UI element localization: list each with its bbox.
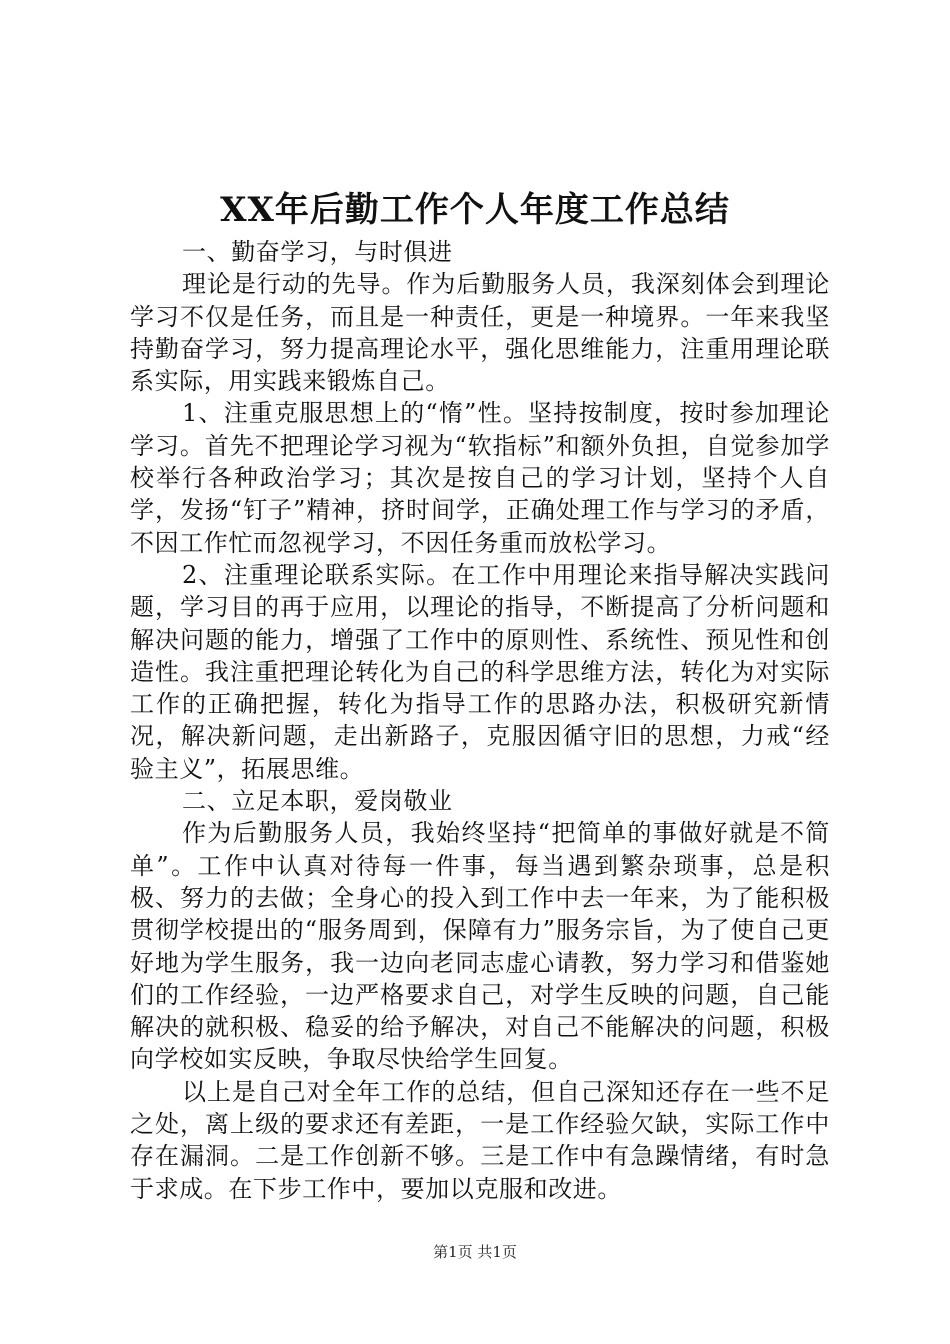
paragraph-theory: 理论是行动的先导。作为后勤服务人员，我深刻体会到理论学习不仅是任务，而且是一种责任，更是一种境界。一年来我坚持勤奋学习，努力提高理论水平，强化思维能力，注重用理论联系实际，用实践来锻炼自己。 [130, 270, 830, 396]
paragraph-service: 作为后勤服务人员，我始终坚持“把简单的事做好就是不简单”。工作中认真对待每一件事，每当遇到繁杂琐事，总是积极、努力的去做；全身心的投入到工作中去一年来，为了能积极贯彻学校提出的“服务周到，保障有力”服务宗旨，为了使自己更好地为学生服务，我一边向老同志虚心请教，努力学习和借鉴她们的工作经验，一边严格要求自己，对学生反映的问题，自己能解决的就积极、稳妥的给予解决，对自己不能解决的问题，积极向学校如实反映，争取尽快给学生回复。 [130, 819, 830, 1074]
section-heading-1: 一、勤奋学习，与时俱进 [182, 238, 453, 266]
section-heading-2: 二、立足本职，爱岗敬业 [182, 787, 453, 816]
paragraph-conclusion: 以上是自己对全年工作的总结，但自己深知还存在一些不足之处，离上级的要求还有差距，一是工作经验欠缺，实际工作中存在漏洞。二是工作创新不够。三是工作中有急躁情绪，有时急于求成。在下步工作中，要加以克服和改进。 [130, 1077, 830, 1203]
document-body [130, 236, 830, 1205]
paragraph-item-2: 2、注重理论联系实际。在工作中用理论来指导解决实践问题，学习目的再于应用，以理论的指导，不断提高了分析问题和解决问题的能力，增强了工作中的原则性、系统性、预见性和创造性。我注重把理论转化为自己的科学思维方法，转化为对实际工作的正确把握，转化为指导工作的思路办法，积极研究新情况，解决新问题，走出新路子，克服因循守旧的思想，力戒“经验主义”，拓展思维。 [130, 560, 830, 783]
paragraph-item-1: 1、注重克服思想上的“惰”性。坚持按制度，按时参加理论学习。首先不把理论学习视为“软指标”和额外负担，自觉参加学校举行各种政治学习；其次是按自己的学习计划，坚持个人自学，发扬“钉子”精神，挤时间学，正确处理工作与学习的矛盾，不因工作忙而忽视学习，不因任务重而放松学习。 [130, 399, 830, 557]
page-number-footer: 第1页 共1页 [433, 1243, 517, 1261]
document-title: XX年后勤工作个人年度工作总结 [220, 190, 730, 230]
